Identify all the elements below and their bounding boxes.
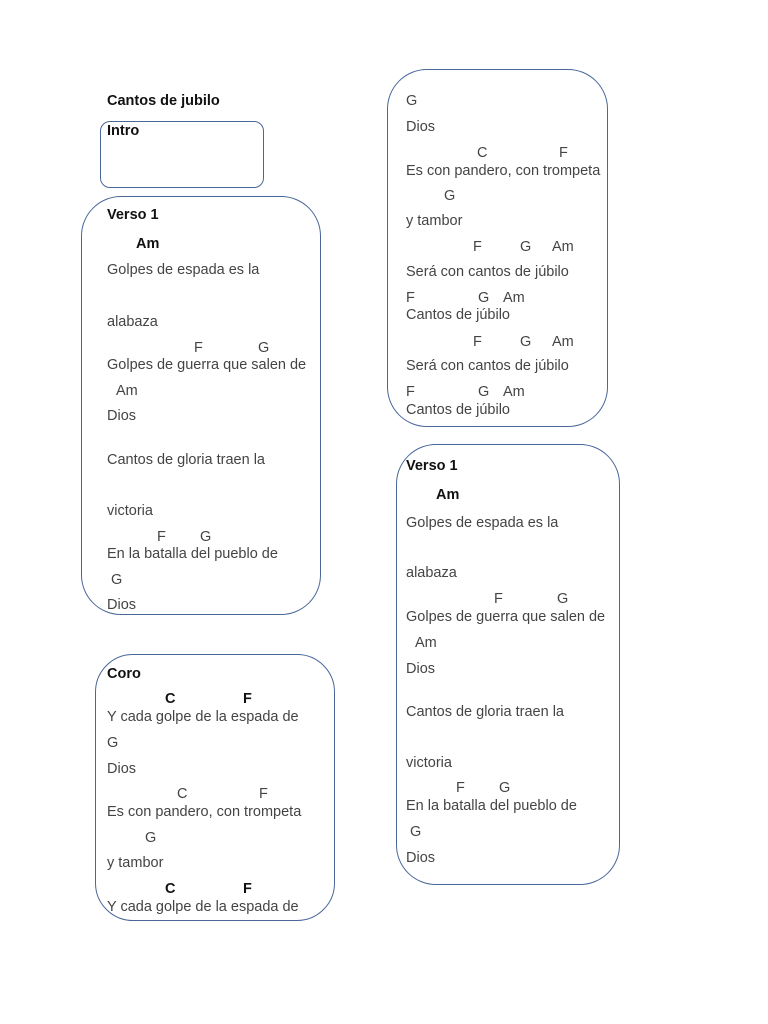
chord: G	[145, 830, 157, 846]
chord: Am	[436, 487, 460, 503]
chord: G	[410, 824, 422, 840]
lyric-line: Golpes de espada es la	[107, 262, 260, 278]
lyric-line: y tambor	[107, 855, 164, 871]
lyric-line: Dios	[406, 850, 436, 866]
chord: C	[477, 145, 488, 161]
coro-box	[95, 654, 335, 921]
lyric-line: Cantos de júbilo	[406, 402, 510, 418]
chord: G	[478, 290, 490, 306]
chord: Am	[136, 236, 160, 252]
lyric-line: Dios	[406, 661, 436, 677]
lyric-line: Será con cantos de júbilo	[406, 358, 569, 374]
chord: Am	[116, 383, 138, 399]
chord: G	[478, 384, 490, 400]
chord: G	[200, 529, 212, 545]
lyric-line: Cantos de gloria traen la	[406, 704, 564, 720]
chord: F	[456, 780, 465, 796]
verse1-left-label: Verso 1	[107, 207, 159, 223]
chord: G	[499, 780, 511, 796]
chord: F	[473, 239, 482, 255]
lyric-line: alabaza	[406, 565, 457, 581]
chord: F	[559, 145, 568, 161]
chord: G	[406, 93, 418, 109]
chord: G	[557, 591, 569, 607]
lyric-line: En la batalla del pueblo de	[406, 798, 577, 814]
lyric-line: Es con pandero, con trompeta	[107, 804, 302, 820]
chord: F	[406, 290, 415, 306]
chord: G	[520, 239, 532, 255]
chord: Am	[415, 635, 437, 651]
lyric-line: Cantos de gloria traen la	[107, 452, 265, 468]
lyric-line: Dios	[406, 119, 436, 135]
lyric-line: Golpes de guerra que salen de	[107, 357, 307, 373]
lyric-line: alabaza	[107, 314, 158, 330]
coro-label: Coro	[107, 666, 141, 682]
chord: C	[177, 786, 188, 802]
lyric-line: En la batalla del pueblo de	[107, 546, 278, 562]
lyric-line: Dios	[107, 597, 137, 613]
chord: F	[157, 529, 166, 545]
chord: F	[473, 334, 482, 350]
chord: G	[111, 572, 123, 588]
verse1-right-label: Verso 1	[406, 458, 458, 474]
chord: G	[444, 188, 456, 204]
chord: Am	[552, 334, 574, 350]
lyric-line: y tambor	[406, 213, 463, 229]
lyric-line: Cantos de júbilo	[406, 307, 510, 323]
chord: G	[107, 735, 119, 751]
lyric-line: Dios	[107, 761, 137, 777]
chord: C	[165, 691, 176, 707]
lyric-line: Golpes de espada es la	[406, 515, 559, 531]
chord: F	[406, 384, 415, 400]
chord: G	[258, 340, 270, 356]
lyric-line: Y cada golpe de la espada de	[107, 709, 299, 725]
lyric-line: victoria	[107, 503, 153, 519]
intro-label: Intro	[107, 123, 140, 139]
chord: F	[243, 881, 252, 897]
chord: C	[165, 881, 176, 897]
chord: F	[243, 691, 252, 707]
page-title: Cantos de jubilo	[107, 93, 220, 109]
chord: G	[520, 334, 532, 350]
chord: Am	[552, 239, 574, 255]
chord: Am	[503, 384, 525, 400]
chord: F	[194, 340, 203, 356]
lyric-line: Será con cantos de júbilo	[406, 264, 569, 280]
lyric-line: Y cada golpe de la espada de	[107, 899, 299, 915]
chord: F	[494, 591, 503, 607]
lyric-line: victoria	[406, 755, 452, 771]
chord: Am	[503, 290, 525, 306]
lyric-line: Dios	[107, 408, 137, 424]
lyric-line: Es con pandero, con trompeta	[406, 163, 601, 179]
lyric-line: Golpes de guerra que salen de	[406, 609, 606, 625]
chord: F	[259, 786, 268, 802]
